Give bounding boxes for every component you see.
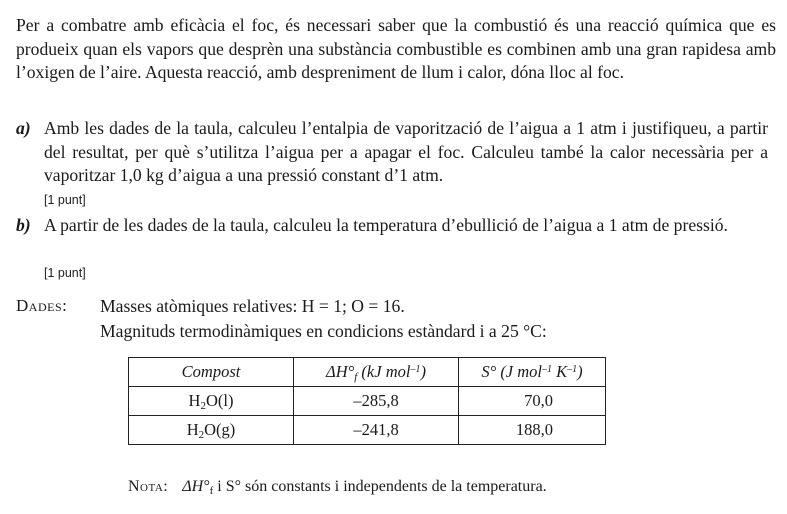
nota-label: Nota:	[128, 478, 169, 495]
question-a-marker: a)	[16, 118, 31, 138]
question-a-text: Amb les dades de la taula, calculeu l’entalpia de vaporització de l’aigua a 1 atm i justifiqueu, a partir del resultat, per què s’utilitza l’aigua per a apagar el foc. Calculeu també la calor necessària per a vaporitzar 1,0 kg d’aigua a una pressió constant d’1 atm.	[44, 118, 768, 185]
table-row	[129, 387, 606, 416]
dades-masses: Masses atòmiques relatives: H = 1; O = 16.	[100, 296, 405, 316]
question-a	[16, 117, 768, 188]
nota-line: Nota: $\Delta H^\circ_f$ i S° són constants i independents de la temperatura.	[128, 478, 547, 497]
question-b-marker: b)	[16, 215, 31, 235]
question-b	[16, 214, 768, 238]
header-entropy: S° (J mol$^{-1}$ $K^{-1}$)	[459, 358, 606, 387]
header-enthalpy: $\Delta H^\circ_f$ (kJ mol$^{-1}$)	[294, 358, 459, 387]
table-header-row	[129, 358, 606, 387]
table-row	[129, 416, 606, 445]
enthalpy-cell: –241,8	[294, 416, 459, 445]
thermo-table	[128, 357, 606, 445]
dades-magnituds: Magnituds termodinàmiques en condicions estàndard i a 25 °C:	[100, 321, 547, 341]
enthalpy-cell: –285,8	[294, 387, 459, 416]
formula-cell: $H_2O(l)$	[129, 387, 294, 416]
formula-cell: $H_2O(g)$	[129, 416, 294, 445]
header-compost: Compost	[129, 358, 294, 387]
entropy-cell: 70,0	[459, 387, 606, 416]
question-b-text: A partir de les dades de la taula, calculeu la temperatura d’ebullició de l’aigua a 1 atm de pressió.	[44, 215, 728, 235]
question-a-points: [1 punt]	[44, 193, 86, 207]
dades-label: Dades:	[16, 296, 68, 315]
question-b-points: [1 punt]	[44, 266, 86, 280]
intro-paragraph: Per a combatre amb eficàcia el foc, és necessari saber que la combustió és una reacció química que es produeix quan els vapors que desprèn una substància combustible es combinen amb una gran rapidesa amb l’oxigen de l’aire. Aquesta reacció, amb despreniment de llum i calor, dóna lloc al foc.	[16, 15, 776, 82]
entropy-cell: 188,0	[459, 416, 606, 445]
